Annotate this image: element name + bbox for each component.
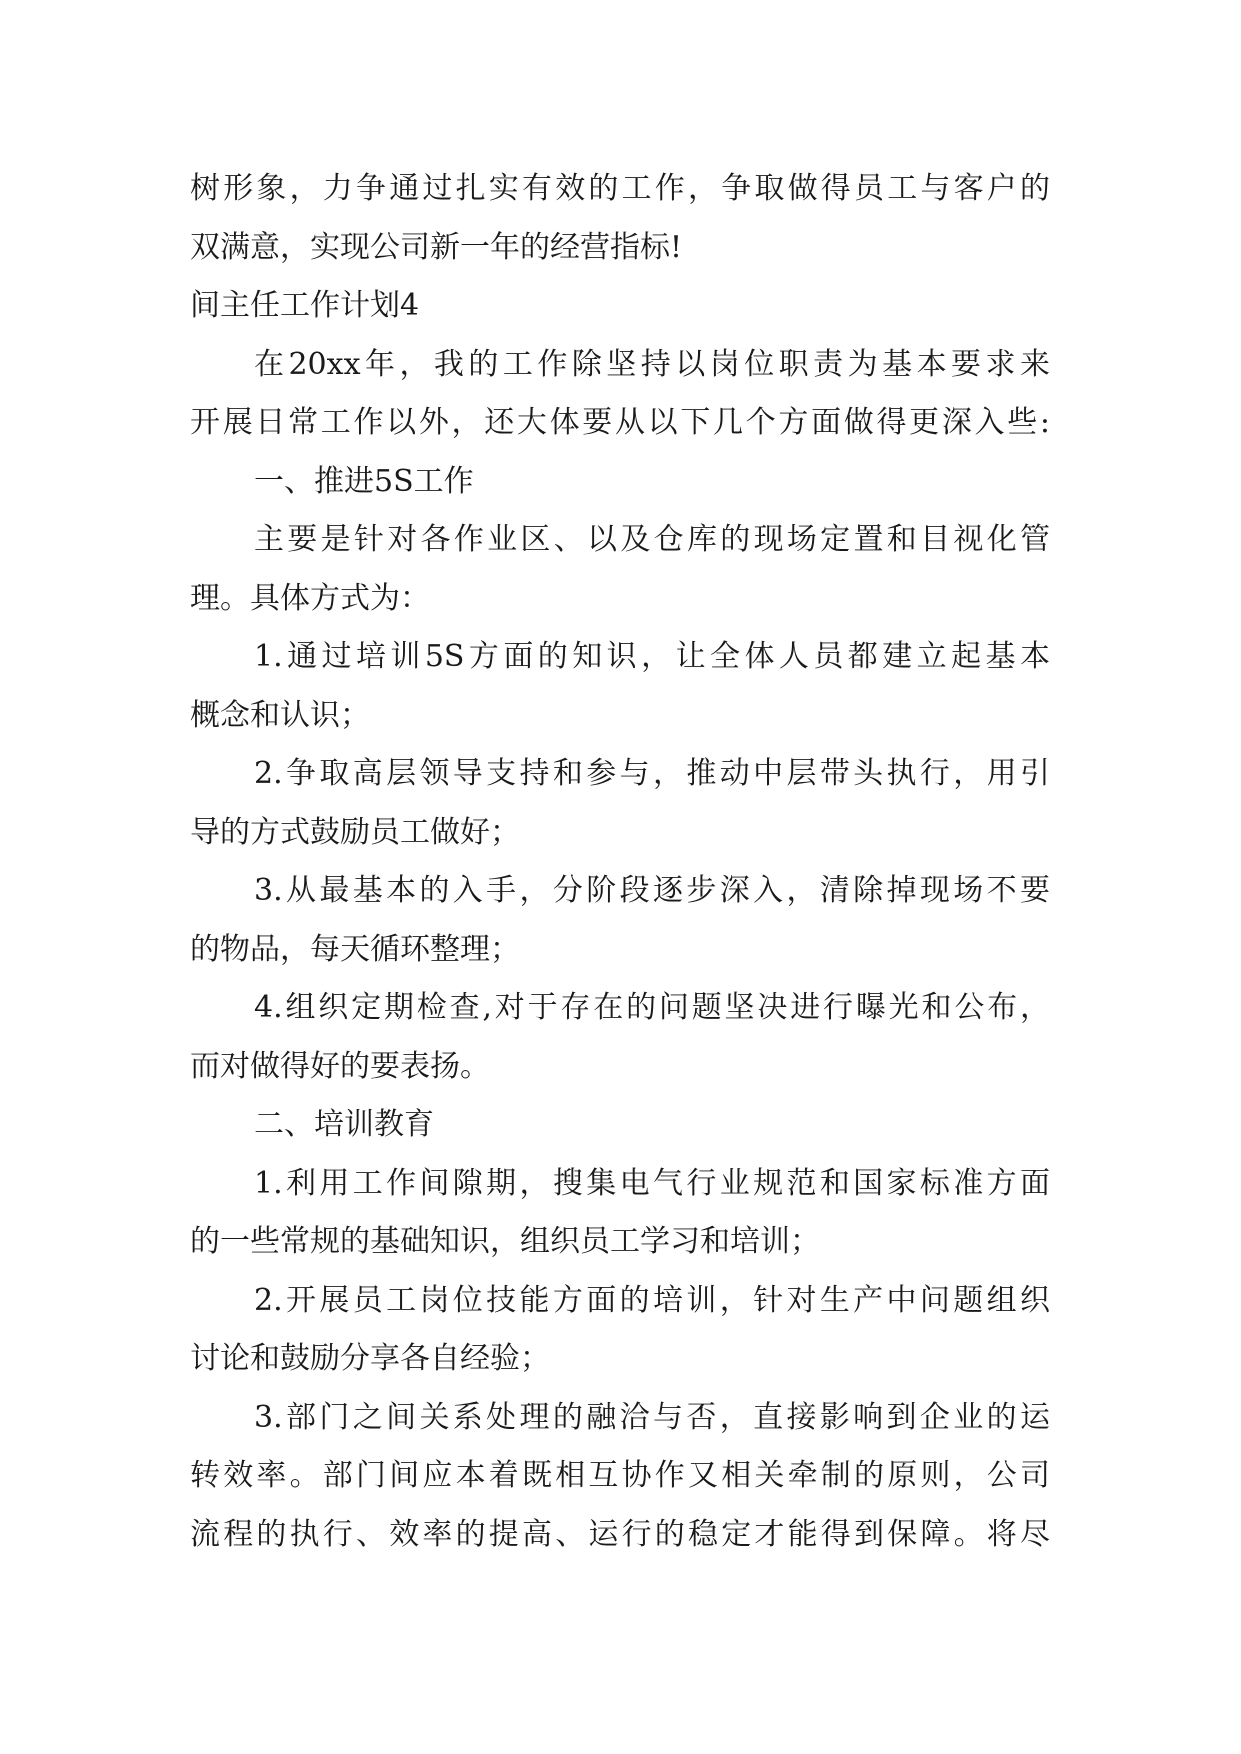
- paragraph-line: 理。具体方式为：: [190, 580, 430, 616]
- section-heading: 一、推进5S工作: [254, 463, 474, 499]
- paragraph-line: 开展日常工作以外，还大体要从以下几个方面做得更深入些:: [190, 405, 1050, 440]
- list-item-line: 1.利用工作间隙期，搜集电气行业规范和国家标准方面: [254, 1165, 1050, 1201]
- list-item-line: 2.开展员工岗位技能方面的培训，针对生产中问题组织: [254, 1282, 1050, 1318]
- paragraph-line: 主要是针对各作业区、以及仓库的现场定置和目视化管: [254, 522, 1050, 557]
- paragraph-line: 在20xx年，我的工作除坚持以岗位职责为基本要求来: [254, 346, 1050, 382]
- paragraph-line: 双满意，实现公司新一年的经营指标!: [190, 229, 683, 265]
- list-item-line: 转效率。部门间应本着既相互协作又相关牵制的原则，公司: [190, 1458, 1050, 1493]
- section-heading: 二、培训教育: [254, 1107, 434, 1142]
- list-item-line: 3.部门之间关系处理的融洽与否，直接影响到企业的运: [254, 1399, 1050, 1435]
- list-item-line: 2.争取高层领导支持和参与，推动中层带头执行，用引: [254, 756, 1050, 791]
- list-item-line: 3.从最基本的入手，分阶段逐步深入，清除掉现场不要: [254, 873, 1050, 908]
- list-item-line: 导的方式鼓励员工做好；: [190, 814, 520, 850]
- list-item-line: 概念和认识；: [190, 697, 370, 733]
- list-item-line: 讨论和鼓励分享各自经验；: [190, 1341, 550, 1376]
- list-item-line: 而对做得好的要表扬。: [190, 1048, 490, 1084]
- list-item-line: 4.组织定期检查,对于存在的问题坚决进行曝光和公布，: [254, 990, 1050, 1025]
- list-item-line: 流程的执行、效率的提高、运行的稳定才能得到保障。将尽: [190, 1516, 1050, 1552]
- document-page: [190, 160, 1050, 1564]
- list-item-line: 1.通过培训5S方面的知识，让全体人员都建立起基本: [254, 639, 1050, 674]
- section-title: 间主任工作计划4: [190, 288, 420, 323]
- paragraph-line: 树形象，力争通过扎实有效的工作，争取做得员工与客户的: [190, 171, 1050, 206]
- list-item-line: 的物品，每天循环整理；: [190, 931, 520, 967]
- list-item-line: 的一些常规的基础知识，组织员工学习和培训；: [190, 1224, 820, 1259]
